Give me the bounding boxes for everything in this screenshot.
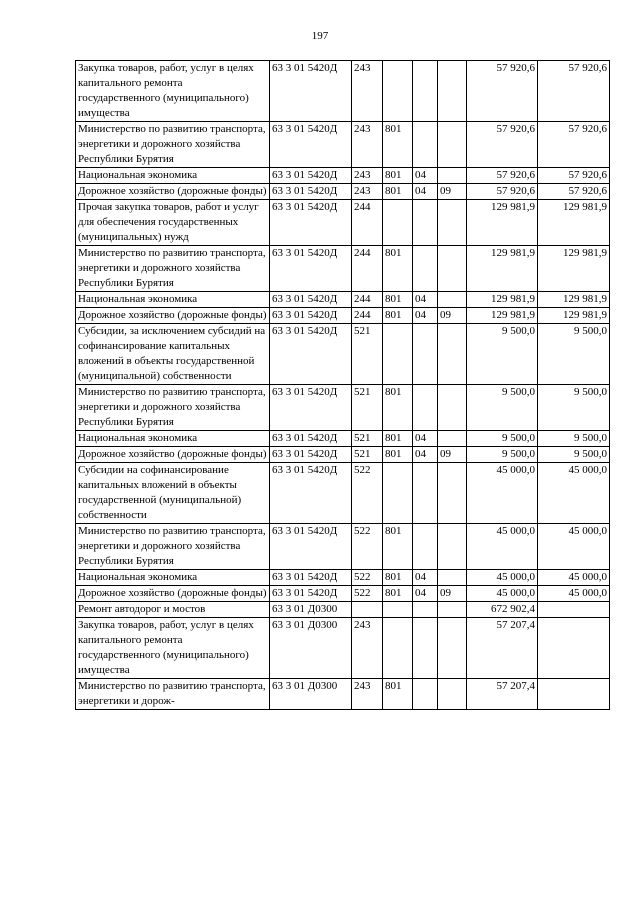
- row-expense-type-cell: 522: [352, 586, 383, 602]
- row-amount-2-cell: 9 500,0: [538, 385, 610, 431]
- row-amount-1-cell: 57 920,6: [467, 122, 538, 168]
- row-subsection-cell: [438, 292, 467, 308]
- row-amount-1-cell: 129 981,9: [467, 292, 538, 308]
- row-amount-2-cell: 9 500,0: [538, 324, 610, 385]
- row-code-cell: 63 3 01 5420Д: [270, 292, 352, 308]
- row-name-cell: Ремонт автодорог и мостов: [76, 602, 270, 618]
- row-code-cell: 63 3 01 5420Д: [270, 524, 352, 570]
- row-amount-2-cell: 9 500,0: [538, 431, 610, 447]
- row-subsection-cell: [438, 122, 467, 168]
- row-amount-1-cell: 9 500,0: [467, 385, 538, 431]
- row-subsection-cell: [438, 324, 467, 385]
- row-subsection-cell: [438, 618, 467, 679]
- row-code-cell: 63 3 01 5420Д: [270, 570, 352, 586]
- row-ministry-code-cell: 801: [383, 570, 413, 586]
- row-section-cell: [413, 679, 438, 710]
- row-ministry-code-cell: [383, 602, 413, 618]
- row-code-cell: 63 3 01 5420Д: [270, 586, 352, 602]
- row-amount-1-cell: 45 000,0: [467, 463, 538, 524]
- row-amount-1-cell: 9 500,0: [467, 324, 538, 385]
- row-amount-2-cell: [538, 602, 610, 618]
- row-amount-1-cell: 9 500,0: [467, 447, 538, 463]
- row-code-cell: 63 3 01 5420Д: [270, 122, 352, 168]
- row-subsection-cell: [438, 200, 467, 246]
- row-ministry-code-cell: 801: [383, 586, 413, 602]
- row-name-cell: Национальная экономика: [76, 292, 270, 308]
- table-row: [76, 586, 610, 602]
- row-ministry-code-cell: 801: [383, 292, 413, 308]
- row-amount-1-cell: 129 981,9: [467, 308, 538, 324]
- row-name-cell: Министерство по развитию транспорта, энергетики и дорожного хозяйства Республики Бурятия: [76, 524, 270, 570]
- table-row: [76, 292, 610, 308]
- row-amount-1-cell: 57 207,4: [467, 679, 538, 710]
- row-amount-2-cell: 57 920,6: [538, 122, 610, 168]
- row-amount-2-cell: 129 981,9: [538, 292, 610, 308]
- row-amount-2-cell: 45 000,0: [538, 586, 610, 602]
- row-name-cell: Национальная экономика: [76, 431, 270, 447]
- row-section-cell: 04: [413, 184, 438, 200]
- row-section-cell: [413, 524, 438, 570]
- row-name-cell: Дорожное хозяйство (дорожные фонды): [76, 447, 270, 463]
- row-amount-1-cell: 57 920,6: [467, 61, 538, 122]
- row-name-cell: Дорожное хозяйство (дорожные фонды): [76, 308, 270, 324]
- row-ministry-code-cell: [383, 463, 413, 524]
- row-amount-1-cell: 45 000,0: [467, 570, 538, 586]
- row-amount-2-cell: 45 000,0: [538, 463, 610, 524]
- row-amount-1-cell: 9 500,0: [467, 431, 538, 447]
- row-subsection-cell: [438, 431, 467, 447]
- row-expense-type-cell: 243: [352, 184, 383, 200]
- table-row: [76, 385, 610, 431]
- row-code-cell: 63 3 01 5420Д: [270, 200, 352, 246]
- row-amount-2-cell: 45 000,0: [538, 524, 610, 570]
- row-name-cell: Министерство по развитию транспорта, энергетики и дорожного хозяйства Республики Бурятия: [76, 246, 270, 292]
- table-row: [76, 524, 610, 570]
- row-expense-type-cell: 243: [352, 168, 383, 184]
- row-section-cell: [413, 602, 438, 618]
- row-code-cell: 63 3 01 5420Д: [270, 61, 352, 122]
- row-expense-type-cell: 522: [352, 524, 383, 570]
- row-subsection-cell: [438, 602, 467, 618]
- page-number: 197: [311, 30, 329, 42]
- row-subsection-cell: 09: [438, 447, 467, 463]
- row-amount-2-cell: 129 981,9: [538, 246, 610, 292]
- row-name-cell: Субсидии, за исключением субсидий на софинансирование капитальных вложений в объекты государственной (муниципальной) собственности: [76, 324, 270, 385]
- row-subsection-cell: [438, 246, 467, 292]
- row-code-cell: 63 3 01 5420Д: [270, 431, 352, 447]
- row-subsection-cell: [438, 570, 467, 586]
- row-amount-1-cell: 45 000,0: [467, 524, 538, 570]
- row-expense-type-cell: 244: [352, 246, 383, 292]
- row-amount-2-cell: 57 920,6: [538, 184, 610, 200]
- row-amount-2-cell: [538, 679, 610, 710]
- table-row: [76, 463, 610, 524]
- row-name-cell: Министерство по развитию транспорта, энергетики и дорожного хозяйства Республики Бурятия: [76, 122, 270, 168]
- row-ministry-code-cell: [383, 618, 413, 679]
- row-subsection-cell: [438, 524, 467, 570]
- row-amount-2-cell: 57 920,6: [538, 168, 610, 184]
- row-section-cell: [413, 61, 438, 122]
- row-ministry-code-cell: 801: [383, 679, 413, 710]
- row-expense-type-cell: 243: [352, 618, 383, 679]
- row-ministry-code-cell: [383, 61, 413, 122]
- row-section-cell: 04: [413, 292, 438, 308]
- table-row: [76, 168, 610, 184]
- row-subsection-cell: [438, 463, 467, 524]
- row-section-cell: 04: [413, 431, 438, 447]
- table-row: [76, 246, 610, 292]
- row-expense-type-cell: 522: [352, 570, 383, 586]
- row-amount-2-cell: 57 920,6: [538, 61, 610, 122]
- row-expense-type-cell: 243: [352, 122, 383, 168]
- table-row: [76, 61, 610, 122]
- table-row: [76, 679, 610, 710]
- row-amount-2-cell: [538, 618, 610, 679]
- row-expense-type-cell: 521: [352, 431, 383, 447]
- row-section-cell: 04: [413, 447, 438, 463]
- row-ministry-code-cell: 801: [383, 431, 413, 447]
- row-code-cell: 63 3 01 Д0300: [270, 602, 352, 618]
- row-ministry-code-cell: 801: [383, 447, 413, 463]
- row-ministry-code-cell: 801: [383, 184, 413, 200]
- row-subsection-cell: 09: [438, 184, 467, 200]
- row-amount-1-cell: 672 902,4: [467, 602, 538, 618]
- row-section-cell: 04: [413, 168, 438, 184]
- row-section-cell: 04: [413, 308, 438, 324]
- row-amount-1-cell: 57 920,6: [467, 184, 538, 200]
- row-name-cell: Министерство по развитию транспорта, энергетики и дорожного хозяйства Республики Бурятия: [76, 385, 270, 431]
- row-code-cell: 63 3 01 5420Д: [270, 308, 352, 324]
- table-row: [76, 184, 610, 200]
- row-code-cell: 63 3 01 5420Д: [270, 385, 352, 431]
- table-row: [76, 324, 610, 385]
- row-expense-type-cell: 521: [352, 324, 383, 385]
- row-section-cell: [413, 385, 438, 431]
- row-section-cell: [413, 122, 438, 168]
- row-subsection-cell: [438, 679, 467, 710]
- row-amount-2-cell: 45 000,0: [538, 570, 610, 586]
- row-expense-type-cell: 244: [352, 308, 383, 324]
- row-name-cell: Национальная экономика: [76, 570, 270, 586]
- row-ministry-code-cell: 801: [383, 524, 413, 570]
- row-ministry-code-cell: 801: [383, 308, 413, 324]
- row-expense-type-cell: 521: [352, 385, 383, 431]
- row-expense-type-cell: 244: [352, 292, 383, 308]
- row-amount-2-cell: 9 500,0: [538, 447, 610, 463]
- row-amount-2-cell: 129 981,9: [538, 200, 610, 246]
- row-section-cell: [413, 246, 438, 292]
- table-row: [76, 618, 610, 679]
- budget-table: [75, 60, 610, 710]
- row-section-cell: [413, 463, 438, 524]
- row-subsection-cell: 09: [438, 308, 467, 324]
- row-name-cell: Дорожное хозяйство (дорожные фонды): [76, 184, 270, 200]
- row-subsection-cell: [438, 385, 467, 431]
- row-expense-type-cell: 243: [352, 61, 383, 122]
- row-name-cell: Закупка товаров, работ, услуг в целях капитального ремонта государственного (муниципального) имущества: [76, 618, 270, 679]
- table-row: [76, 570, 610, 586]
- row-code-cell: 63 3 01 5420Д: [270, 246, 352, 292]
- table-row: [76, 200, 610, 246]
- row-expense-type-cell: 244: [352, 200, 383, 246]
- row-code-cell: 63 3 01 5420Д: [270, 324, 352, 385]
- table-body: [76, 61, 610, 710]
- row-ministry-code-cell: [383, 200, 413, 246]
- row-section-cell: [413, 618, 438, 679]
- table-row: [76, 431, 610, 447]
- row-section-cell: 04: [413, 586, 438, 602]
- table-row: [76, 447, 610, 463]
- row-code-cell: 63 3 01 5420Д: [270, 447, 352, 463]
- row-expense-type-cell: 522: [352, 463, 383, 524]
- table-row: [76, 308, 610, 324]
- row-section-cell: [413, 200, 438, 246]
- row-name-cell: Субсидии на софинансирование капитальных вложений в объекты государственной (муниципальной) собственности: [76, 463, 270, 524]
- row-subsection-cell: [438, 168, 467, 184]
- row-section-cell: [413, 324, 438, 385]
- row-amount-1-cell: 45 000,0: [467, 586, 538, 602]
- row-name-cell: Прочая закупка товаров, работ и услуг для обеспечения государственных (муниципальных) нужд: [76, 200, 270, 246]
- row-amount-1-cell: 57 920,6: [467, 168, 538, 184]
- row-section-cell: 04: [413, 570, 438, 586]
- row-subsection-cell: [438, 61, 467, 122]
- row-expense-type-cell: 521: [352, 447, 383, 463]
- row-amount-1-cell: 129 981,9: [467, 246, 538, 292]
- row-ministry-code-cell: 801: [383, 246, 413, 292]
- row-code-cell: 63 3 01 Д0300: [270, 618, 352, 679]
- row-name-cell: Министерство по развитию транспорта, энергетики и дорож-: [76, 679, 270, 710]
- row-code-cell: 63 3 01 Д0300: [270, 679, 352, 710]
- row-ministry-code-cell: 801: [383, 168, 413, 184]
- row-code-cell: 63 3 01 5420Д: [270, 463, 352, 524]
- row-ministry-code-cell: [383, 324, 413, 385]
- table-row: [76, 122, 610, 168]
- row-amount-1-cell: 129 981,9: [467, 200, 538, 246]
- row-expense-type-cell: [352, 602, 383, 618]
- row-name-cell: Закупка товаров, работ, услуг в целях капитального ремонта государственного (муниципального) имущества: [76, 61, 270, 122]
- row-name-cell: Дорожное хозяйство (дорожные фонды): [76, 586, 270, 602]
- row-expense-type-cell: 243: [352, 679, 383, 710]
- row-amount-2-cell: 129 981,9: [538, 308, 610, 324]
- row-code-cell: 63 3 01 5420Д: [270, 184, 352, 200]
- row-amount-1-cell: 57 207,4: [467, 618, 538, 679]
- row-ministry-code-cell: 801: [383, 122, 413, 168]
- row-ministry-code-cell: 801: [383, 385, 413, 431]
- row-subsection-cell: 09: [438, 586, 467, 602]
- table-row: [76, 602, 610, 618]
- row-code-cell: 63 3 01 5420Д: [270, 168, 352, 184]
- row-name-cell: Национальная экономика: [76, 168, 270, 184]
